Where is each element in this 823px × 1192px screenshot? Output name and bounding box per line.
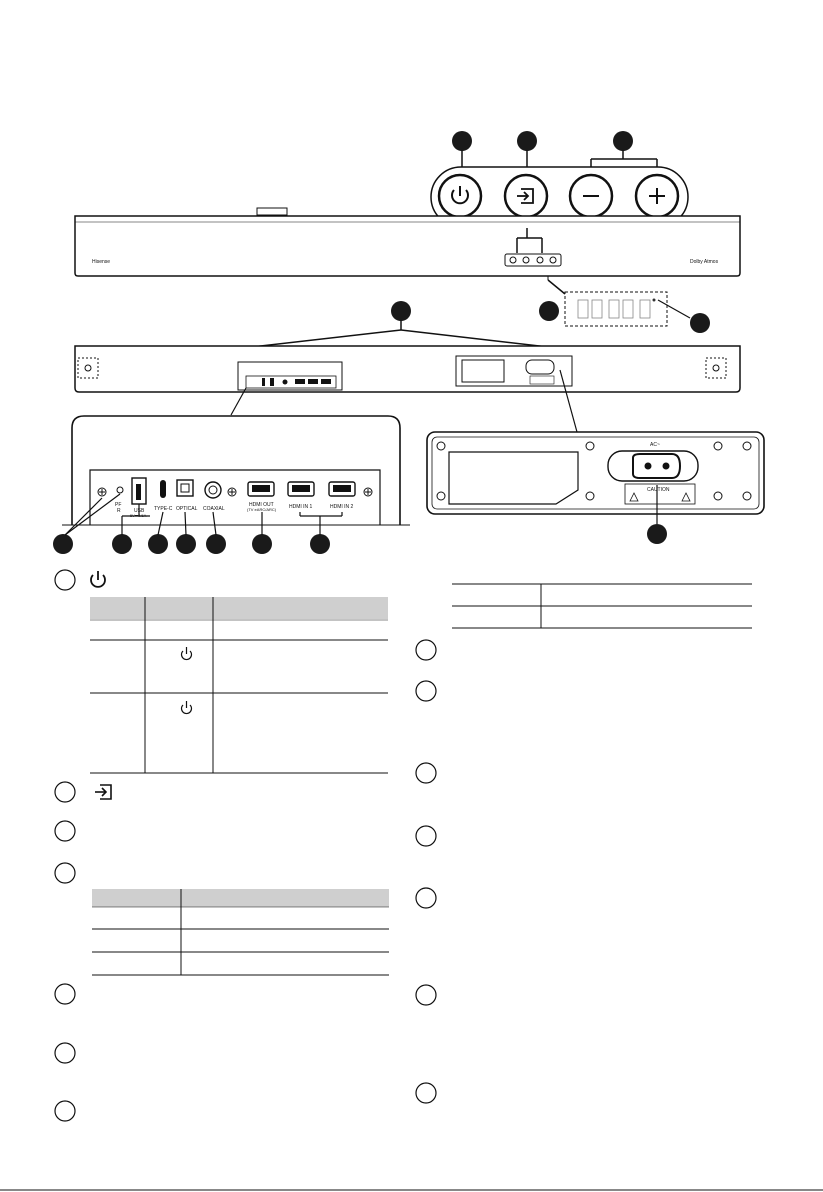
soundbar-rear <box>75 346 740 392</box>
port-label-hdmi-out-sub: (TV eARC/ARC) <box>247 507 277 512</box>
input-icon <box>505 175 547 217</box>
port-label-reset: R <box>117 508 121 514</box>
port-label-optical: OPTICAL <box>176 506 198 512</box>
power-icon <box>182 647 192 660</box>
port-label-type-c: TYPE-C <box>154 506 173 512</box>
port-label-hdmi-out: HDMI OUT <box>249 502 274 508</box>
brand-logo: Hisense <box>92 259 111 265</box>
power-icon <box>91 571 105 587</box>
description-markers <box>55 570 436 1121</box>
plus-icon <box>636 175 678 217</box>
mode-table <box>92 889 389 975</box>
power-panel <box>427 432 764 524</box>
right-table <box>452 584 752 628</box>
right-logo: Dolby Atmos <box>690 259 719 265</box>
input-icon <box>95 785 111 799</box>
ac-label: AC~ <box>650 442 660 448</box>
minus-icon <box>570 175 612 217</box>
power-icon <box>439 175 481 217</box>
port-label-usb-rating: 5V⎓0.5A <box>130 513 147 518</box>
power-table <box>90 597 388 773</box>
power-icon <box>182 701 192 714</box>
soundbar-front <box>75 208 740 280</box>
port-label-coaxial: COAXIAL <box>203 506 225 512</box>
caution-title: CAUTION <box>647 487 670 493</box>
port-label-hdmi-in-2: HDMI IN 2 <box>330 504 354 510</box>
port-label-hdmi-in-1: HDMI IN 1 <box>289 504 313 510</box>
port-label-usb: USB <box>134 508 145 514</box>
ports-panel <box>62 416 410 535</box>
port-label-pf: PF <box>115 502 122 508</box>
segment-display <box>565 292 690 326</box>
